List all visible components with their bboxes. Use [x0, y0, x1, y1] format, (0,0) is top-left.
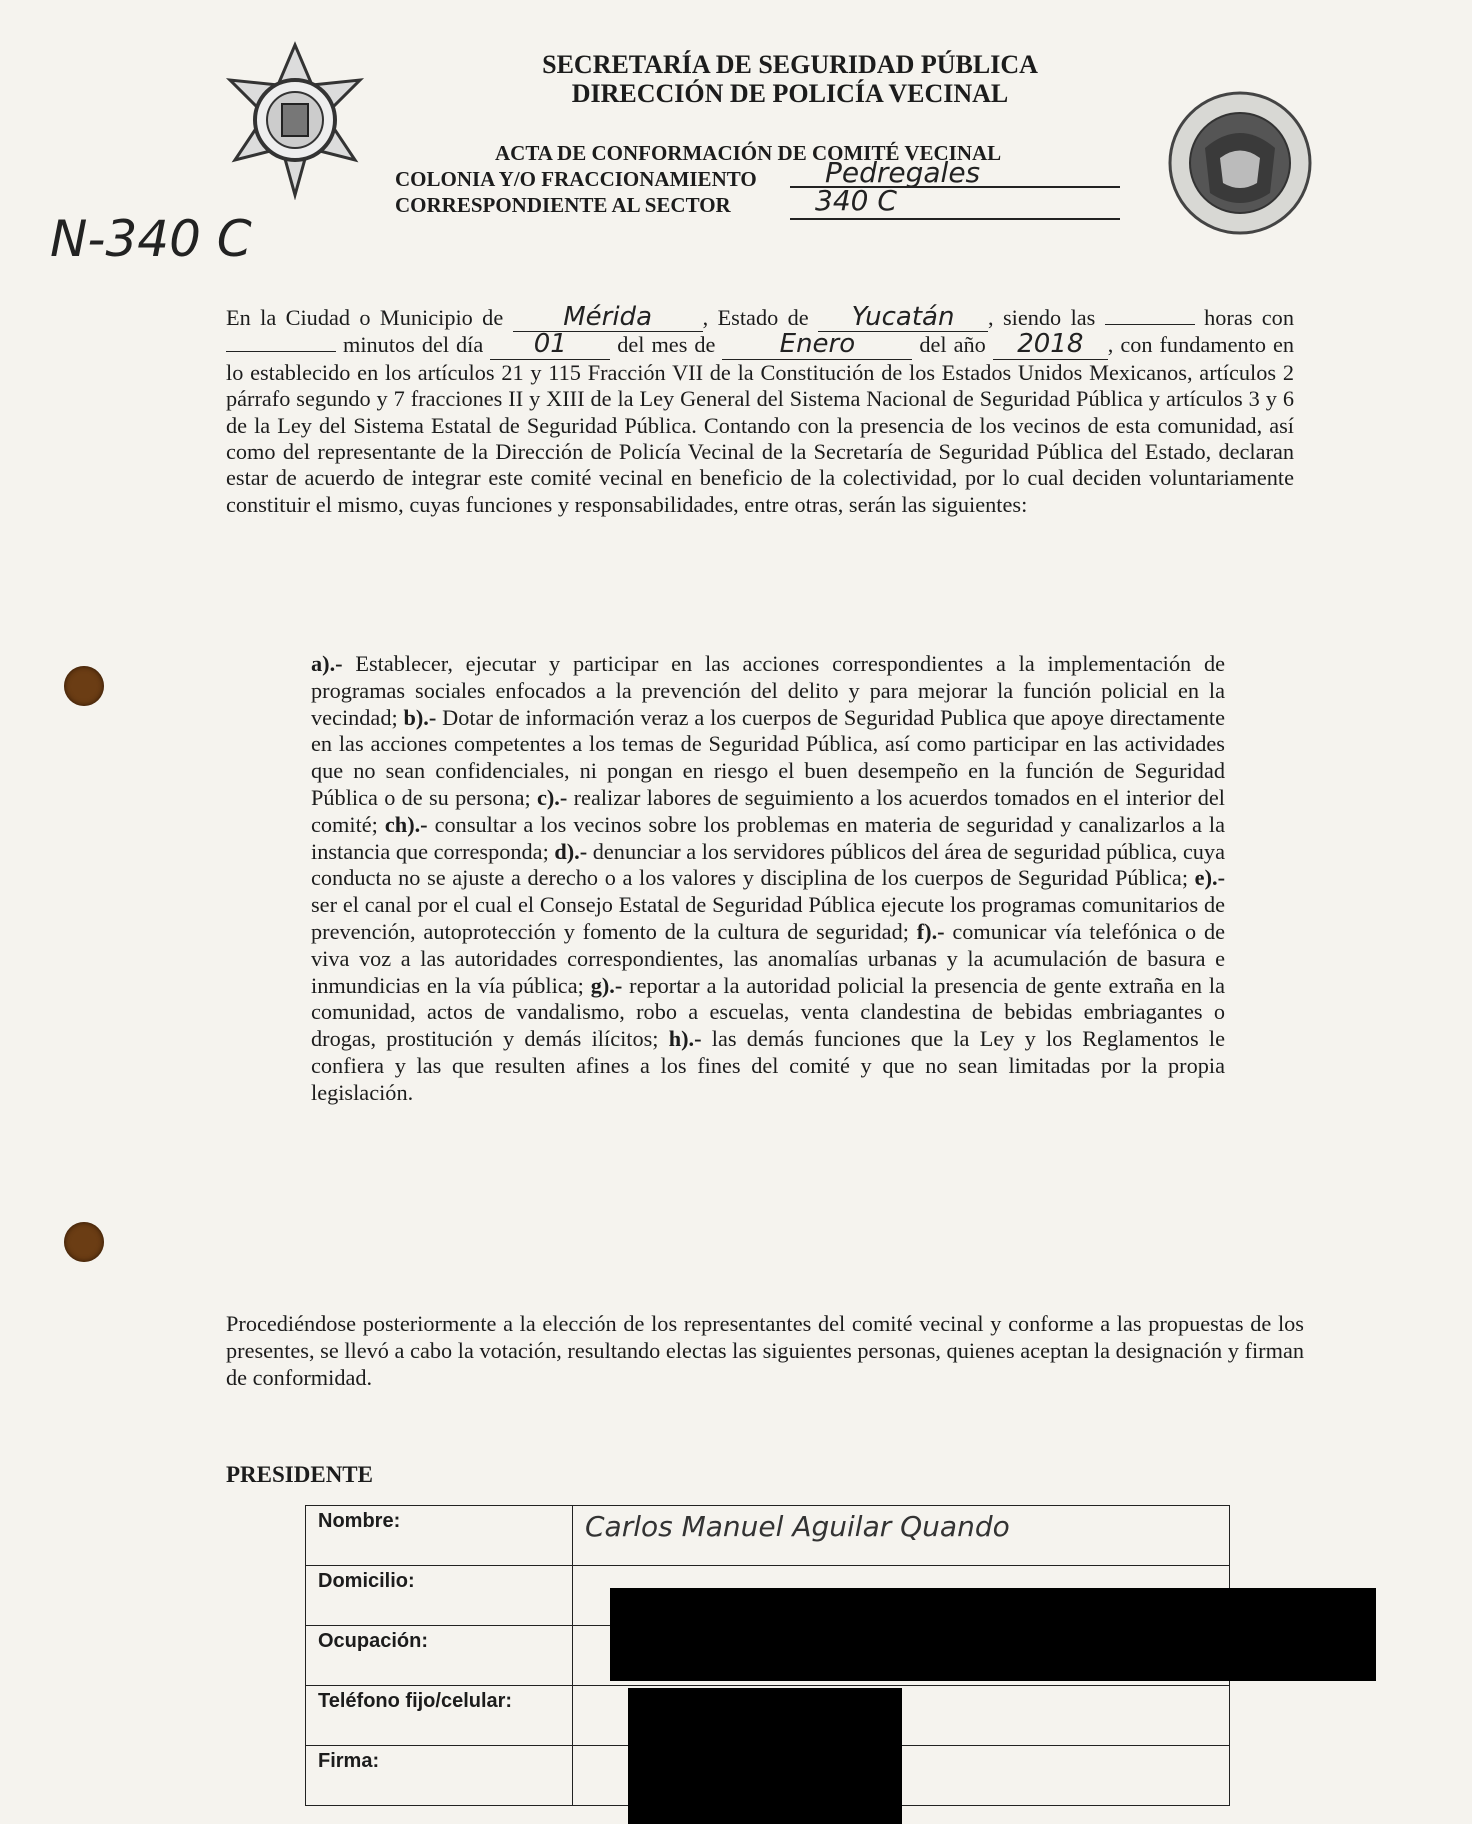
sector-row: [395, 184, 1001, 218]
list-item: las demás funciones que la Ley y los Reglamentos le confiera y las que resulten afines a los fines del comité y que no sean limitadas por la propia legislación.: [311, 1026, 1225, 1105]
day-blank: [490, 329, 610, 360]
item-label: c).-: [536, 784, 568, 810]
colonia-label: COLONIA Y/O FRACCIONAMIENTO: [395, 167, 757, 191]
year-blank: [993, 329, 1108, 360]
police-star-logo: [220, 40, 370, 200]
city-value: Mérida: [563, 302, 652, 332]
state-value: Yucatán: [851, 302, 955, 332]
intro-text: , siendo las: [988, 305, 1096, 330]
colonia-row: [395, 156, 1001, 192]
acta-header: [395, 140, 1001, 218]
hour-blank: [1105, 324, 1195, 325]
president-heading: PRESIDENTE: [226, 1462, 373, 1487]
item-label: f).-: [916, 918, 945, 944]
sector-label: CORRESPONDIENTE AL SECTOR: [395, 193, 731, 217]
intro-text: minutos del día: [342, 332, 484, 358]
intro-text: En la Ciudad o Municipio de: [226, 305, 504, 330]
list-item: denunciar a los servidores públicos del área de seguridad pública, cuya conducta no se ajuste a derecho o a los valores y disciplina de los cuerpos de Seguridad Pública;: [311, 838, 1225, 891]
table-row: [306, 1506, 1230, 1566]
signature-label: Firma:: [306, 1746, 573, 1806]
state-blank: [818, 302, 988, 332]
item-label: e).-: [1194, 865, 1225, 891]
acta-title: ACTA DE CONFORMACIÓN DE COMITÉ VECINAL: [495, 141, 1002, 165]
list-item: consultar a los vecinos sobre los problemas en materia de seguridad y canalizarlos a la instancia que corresponda;: [311, 811, 1225, 864]
list-item: reportar a la autoridad policial la presencia de gente extraña en la comunidad, actos de vandalismo, robo a escuelas, venta clandestina de bebidas embriagantes o drogas, prostitución y demás ilícitos;: [311, 972, 1225, 1052]
item-label: ch).-: [384, 811, 428, 837]
document-header: [440, 50, 1140, 108]
file-code-handwritten: N-340 C: [50, 210, 252, 268]
list-item: Establecer, ejecutar y participar en las acciones correspondientes a la implementación de programas sociales enfocados a la prevención del delito y para mejorar la función policial en la vecindad;: [311, 651, 1225, 730]
day-value: 01: [533, 329, 567, 360]
minutes-blank: [226, 351, 336, 352]
intro-text: Estado de: [717, 305, 809, 330]
sector-value: 340 C: [815, 184, 897, 217]
intro-paragraph: En la Ciudad o Municipio de Mérida , Estado de Yucatán , siendo las horas con minutos del día 01 del mes de Enero del año 2018 , con fundamento en lo establecido en los artículos 21 y 115 Fracción VII de la Constitución de los Estados Unidos Mexicanos, artículos 2 párrafo segundo y 7 fracciones II y XIII de la Ley General del Sistema Nacional de Seguridad Pública y artículos 3 y 6 de la Ley del Sistema Estatal de Seguridad Pública. Contando con la presencia de los vecinos de esta comunidad, así como del representante de la Dirección de Policía Vecinal de la Secretaría de Seguridad Pública del Estado, declaran estar de acuerdo de integrar este comité vecinal en beneficio de la colectividad, por lo cual deciden voluntariamente constituir el mismo, cuyas funciones y responsabilidades, entre otras, serán las siguientes:: [226, 302, 1295, 517]
occupation-label: Ocupación:: [306, 1626, 573, 1686]
list-item: realizar labores de seguimiento a los acuerdos tomados en el interior del comité;: [311, 784, 1225, 837]
council-seal-logo: [1165, 88, 1315, 238]
colonia-value: Pedregales: [825, 156, 981, 189]
functions-list: [311, 651, 1225, 1107]
list-item: Dotar de información veraz a los cuerpos de Seguridad Publica que apoye directamente en las acciones competentes a los temas de Seguridad Pública, así como participar en las actividades que no sean confidenciales, ni pongan en riesgo el buen desempeño en la función de Seguridad Pública o de su persona;: [311, 704, 1225, 810]
month-value: Enero: [779, 329, 856, 360]
phone-label: Teléfono fijo/celular:: [306, 1686, 573, 1746]
intro-text: del año: [919, 332, 986, 358]
month-blank: [722, 329, 912, 360]
item-label: h).-: [668, 1026, 702, 1052]
item-label: g).-: [590, 972, 623, 998]
name-value: Carlos Manuel Aguilar Quando: [573, 1506, 1230, 1566]
year-value: 2018: [1017, 329, 1084, 360]
redaction-box: [628, 1688, 902, 1824]
list-item: comunicar vía telefónica o de viva voz a las autoridades correspondientes, las anomalías urbanas y la acumulación de basura e inmundicias en la vía pública;: [311, 918, 1225, 998]
intro-text: horas con: [1204, 305, 1294, 330]
punch-hole: [64, 1222, 104, 1262]
punch-hole: [64, 666, 104, 706]
closing-paragraph: Procediéndose posteriormente a la elección de los representantes del comité vecinal y conforme a las propuestas de los presentes, se llevó a cabo la votación, resultando electas las siguientes personas, quienes aceptan la designación y firman de conformidad.: [226, 1311, 1304, 1390]
redaction-box: [610, 1588, 1376, 1681]
item-label: d).-: [554, 838, 588, 864]
address-label: Domicilio:: [306, 1566, 573, 1626]
header-direccion: DIRECCIÓN DE POLICÍA VECINAL: [571, 79, 1009, 108]
name-label: Nombre:: [306, 1506, 573, 1566]
intro-text: del mes de: [617, 332, 716, 358]
item-label: b).-: [403, 704, 437, 730]
intro-text: , con fundamento en lo establecido en los artículos 21 y 115 Fracción VII de la Constitución de los Estados Unidos Mexicanos, artículos 2 párrafo segundo y 7 fracciones II y XIII de la Ley General del Sistema Nacional de Seguridad Pública y artículos 3 y 6 de la Ley del Sistema Estatal de Seguridad Pública. Contando con la presencia de los vecinos de esta comunidad, así como del representante de la Dirección de Policía Vecinal de la Secretaría de Seguridad Pública del Estado, declaran estar de acuerdo de integrar este comité vecinal en beneficio de la colectividad, por lo cual deciden voluntariamente constituir el mismo, cuyas funciones y responsabilidades, entre otras, serán las siguientes:: [226, 332, 1295, 517]
item-label: a).-: [311, 651, 343, 676]
city-blank: [513, 302, 703, 332]
list-item: ser el canal por el cual el Consejo Estatal de Seguridad Pública ejecute los programas comunitarios de prevención, autoprotección y fomento de la cultura de seguridad;: [311, 892, 1225, 944]
header-secretaria: SECRETARÍA DE SEGURIDAD PÚBLICA: [542, 50, 1038, 79]
